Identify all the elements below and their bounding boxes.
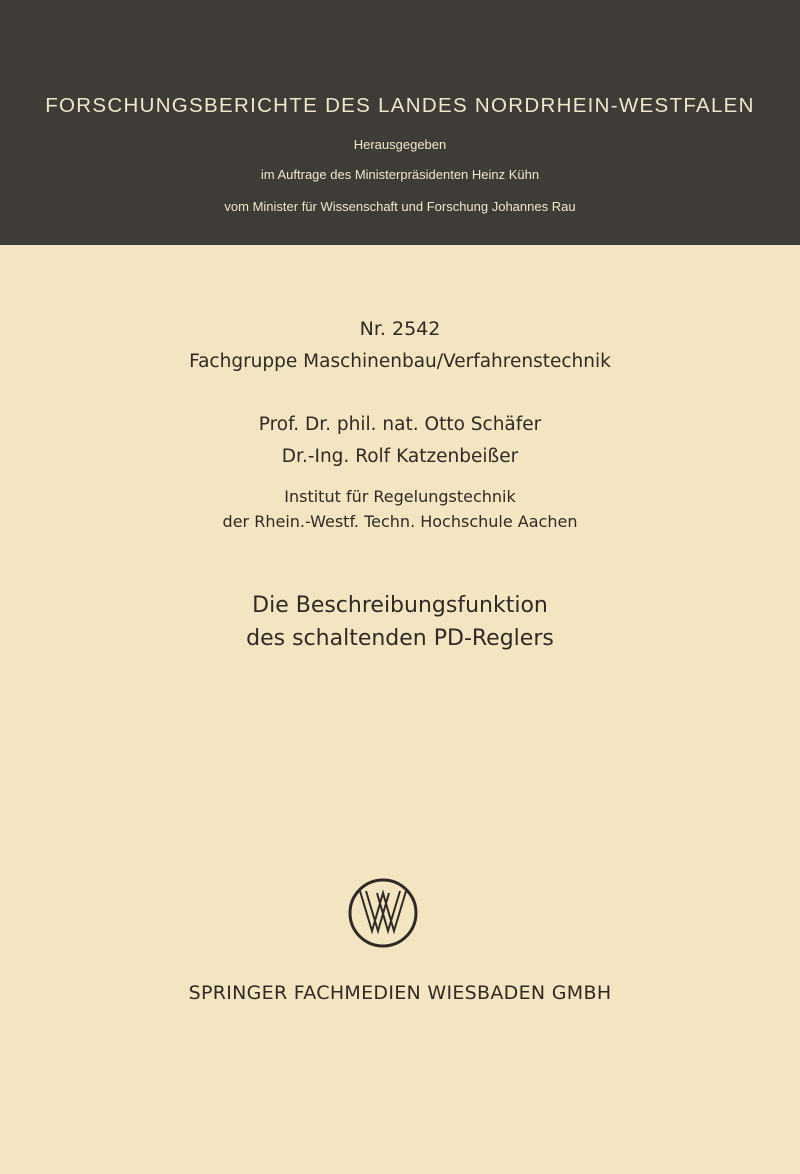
book-title-line-1: Die Beschreibungsfunktion bbox=[252, 593, 548, 618]
cover-header-band bbox=[0, 0, 800, 245]
institute-line-2: der Rhein.-Westf. Techn. Hochschule Aachen bbox=[222, 512, 578, 531]
author-2: Dr.-Ing. Rolf Katzenbeißer bbox=[281, 446, 519, 467]
author-1: Prof. Dr. phil. nat. Otto Schäfer bbox=[258, 414, 542, 435]
editor-line-3: vom Minister für Wissenschaft und Forschung Johannes Rau bbox=[224, 199, 576, 214]
book-title-line-2: des schaltenden PD-Reglers bbox=[246, 626, 554, 651]
subject-group: Fachgruppe Maschinenbau/Verfahrenstechnik bbox=[189, 351, 611, 372]
institute-line-1: Institut für Regelungstechnik bbox=[284, 487, 516, 506]
publisher-name: SPRINGER FACHMEDIEN WIESBADEN GMBH bbox=[188, 982, 612, 1004]
publisher-logo-icon bbox=[347, 877, 419, 949]
editor-line-1: Herausgegeben bbox=[353, 137, 447, 152]
series-title: FORSCHUNGSBERICHTE DES LANDES NORDRHEIN-WESTFALEN bbox=[45, 94, 755, 117]
report-number: Nr. 2542 bbox=[359, 318, 441, 340]
editor-line-2: im Auftrage des Ministerpräsidenten Heinz Kühn bbox=[260, 167, 540, 182]
